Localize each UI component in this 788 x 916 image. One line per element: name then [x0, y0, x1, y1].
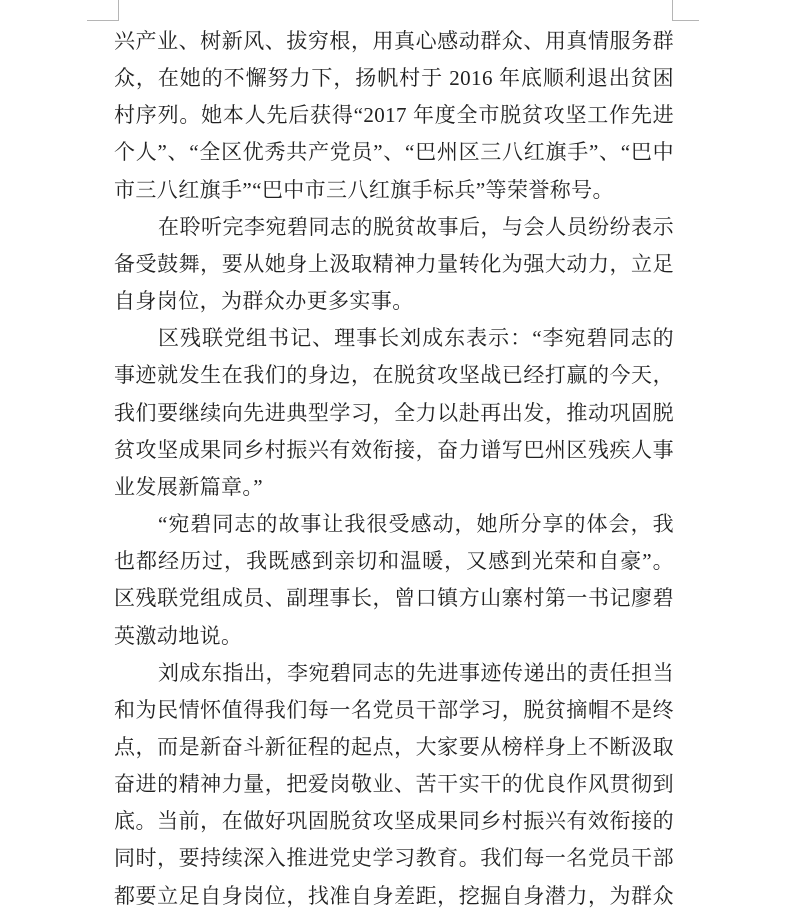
paragraph	[114, 655, 674, 915]
text-line[interactable]: 备受鼓舞，要从她身上汲取精神力量转化为强大动力，立足	[114, 251, 674, 276]
text-line[interactable]: 贫攻坚成果同乡村振兴有效衔接，奋力谱写巴州区残疾人事	[114, 437, 674, 462]
text-line[interactable]: 兴产业、树新风、拔穷根，用真心感动群众、用真情服务群	[114, 29, 674, 53]
text-line[interactable]: 同时，要持续深入推进党史学习教育。我们每一名党员干部	[114, 846, 674, 871]
text-line[interactable]: 市三八红旗手”“巴中市三八红旗手标兵”等荣誉称号。	[114, 177, 614, 202]
text-line[interactable]: 事迹就发生在我们的身边，在脱贫攻坚战已经打赢的今天，	[114, 363, 674, 388]
text-line[interactable]: 村序列。她本人先后获得“2017 年度全市脱贫攻坚工作先进	[114, 103, 674, 128]
paragraph	[114, 320, 674, 506]
text-line[interactable]: 刘成东指出，李宛碧同志的先进事迹传递出的责任担当	[158, 660, 674, 685]
paragraph	[114, 23, 674, 209]
text-line[interactable]: 我们要继续向先进典型学习，全力以赴再出发，推动巩固脱	[114, 400, 674, 425]
text-line[interactable]: 自身岗位，为群众办更多实事。	[114, 289, 414, 314]
text-line[interactable]: “宛碧同志的故事让我很受感动，她所分享的体会，我	[158, 512, 674, 537]
paragraph	[114, 506, 674, 655]
text-line[interactable]: 在聆听完李宛碧同志的脱贫故事后，与会人员纷纷表示	[158, 214, 674, 239]
text-line[interactable]: 和为民情怀值得我们每一名党员干部学习，脱贫摘帽不是终	[114, 697, 674, 722]
text-line[interactable]: 区残联党组成员、副理事长，曾口镇方山寨村第一书记廖碧	[114, 586, 674, 611]
text-line[interactable]: 个人”、“全区优秀共产党员”、“巴州区三八红旗手”、“巴中	[114, 140, 674, 165]
page-margin-mark-top-right	[672, 0, 699, 21]
text-line[interactable]: 英激动地说。	[114, 623, 243, 648]
text-line[interactable]: 也都经历过，我既感到亲切和温暖，又感到光荣和自豪”。	[114, 549, 674, 574]
text-line[interactable]: 点，而是新奋斗新征程的起点，大家要从榜样身上不断汲取	[114, 734, 674, 759]
text-line[interactable]: 奋进的精神力量，把爱岗敬业、苦干实干的优良作风贯彻到	[114, 772, 674, 797]
document-text-area[interactable]	[114, 23, 674, 915]
page-margin-mark-top-left	[87, 0, 119, 21]
text-line[interactable]: 底。当前，在做好巩固脱贫攻坚成果同乡村振兴有效衔接的	[114, 809, 674, 834]
text-line[interactable]: 业发展新篇章。”	[114, 474, 264, 499]
text-line[interactable]: 都要立足自身岗位，找准自身差距，挖掘自身潜力，为群众	[114, 883, 674, 908]
text-line[interactable]: 区残联党组书记、理事长刘成东表示：“李宛碧同志的	[158, 326, 674, 351]
text-line[interactable]: 众，在她的不懈努力下，扬帆村于 2016 年底顺利退出贫困	[114, 66, 674, 91]
paragraph	[114, 209, 674, 320]
